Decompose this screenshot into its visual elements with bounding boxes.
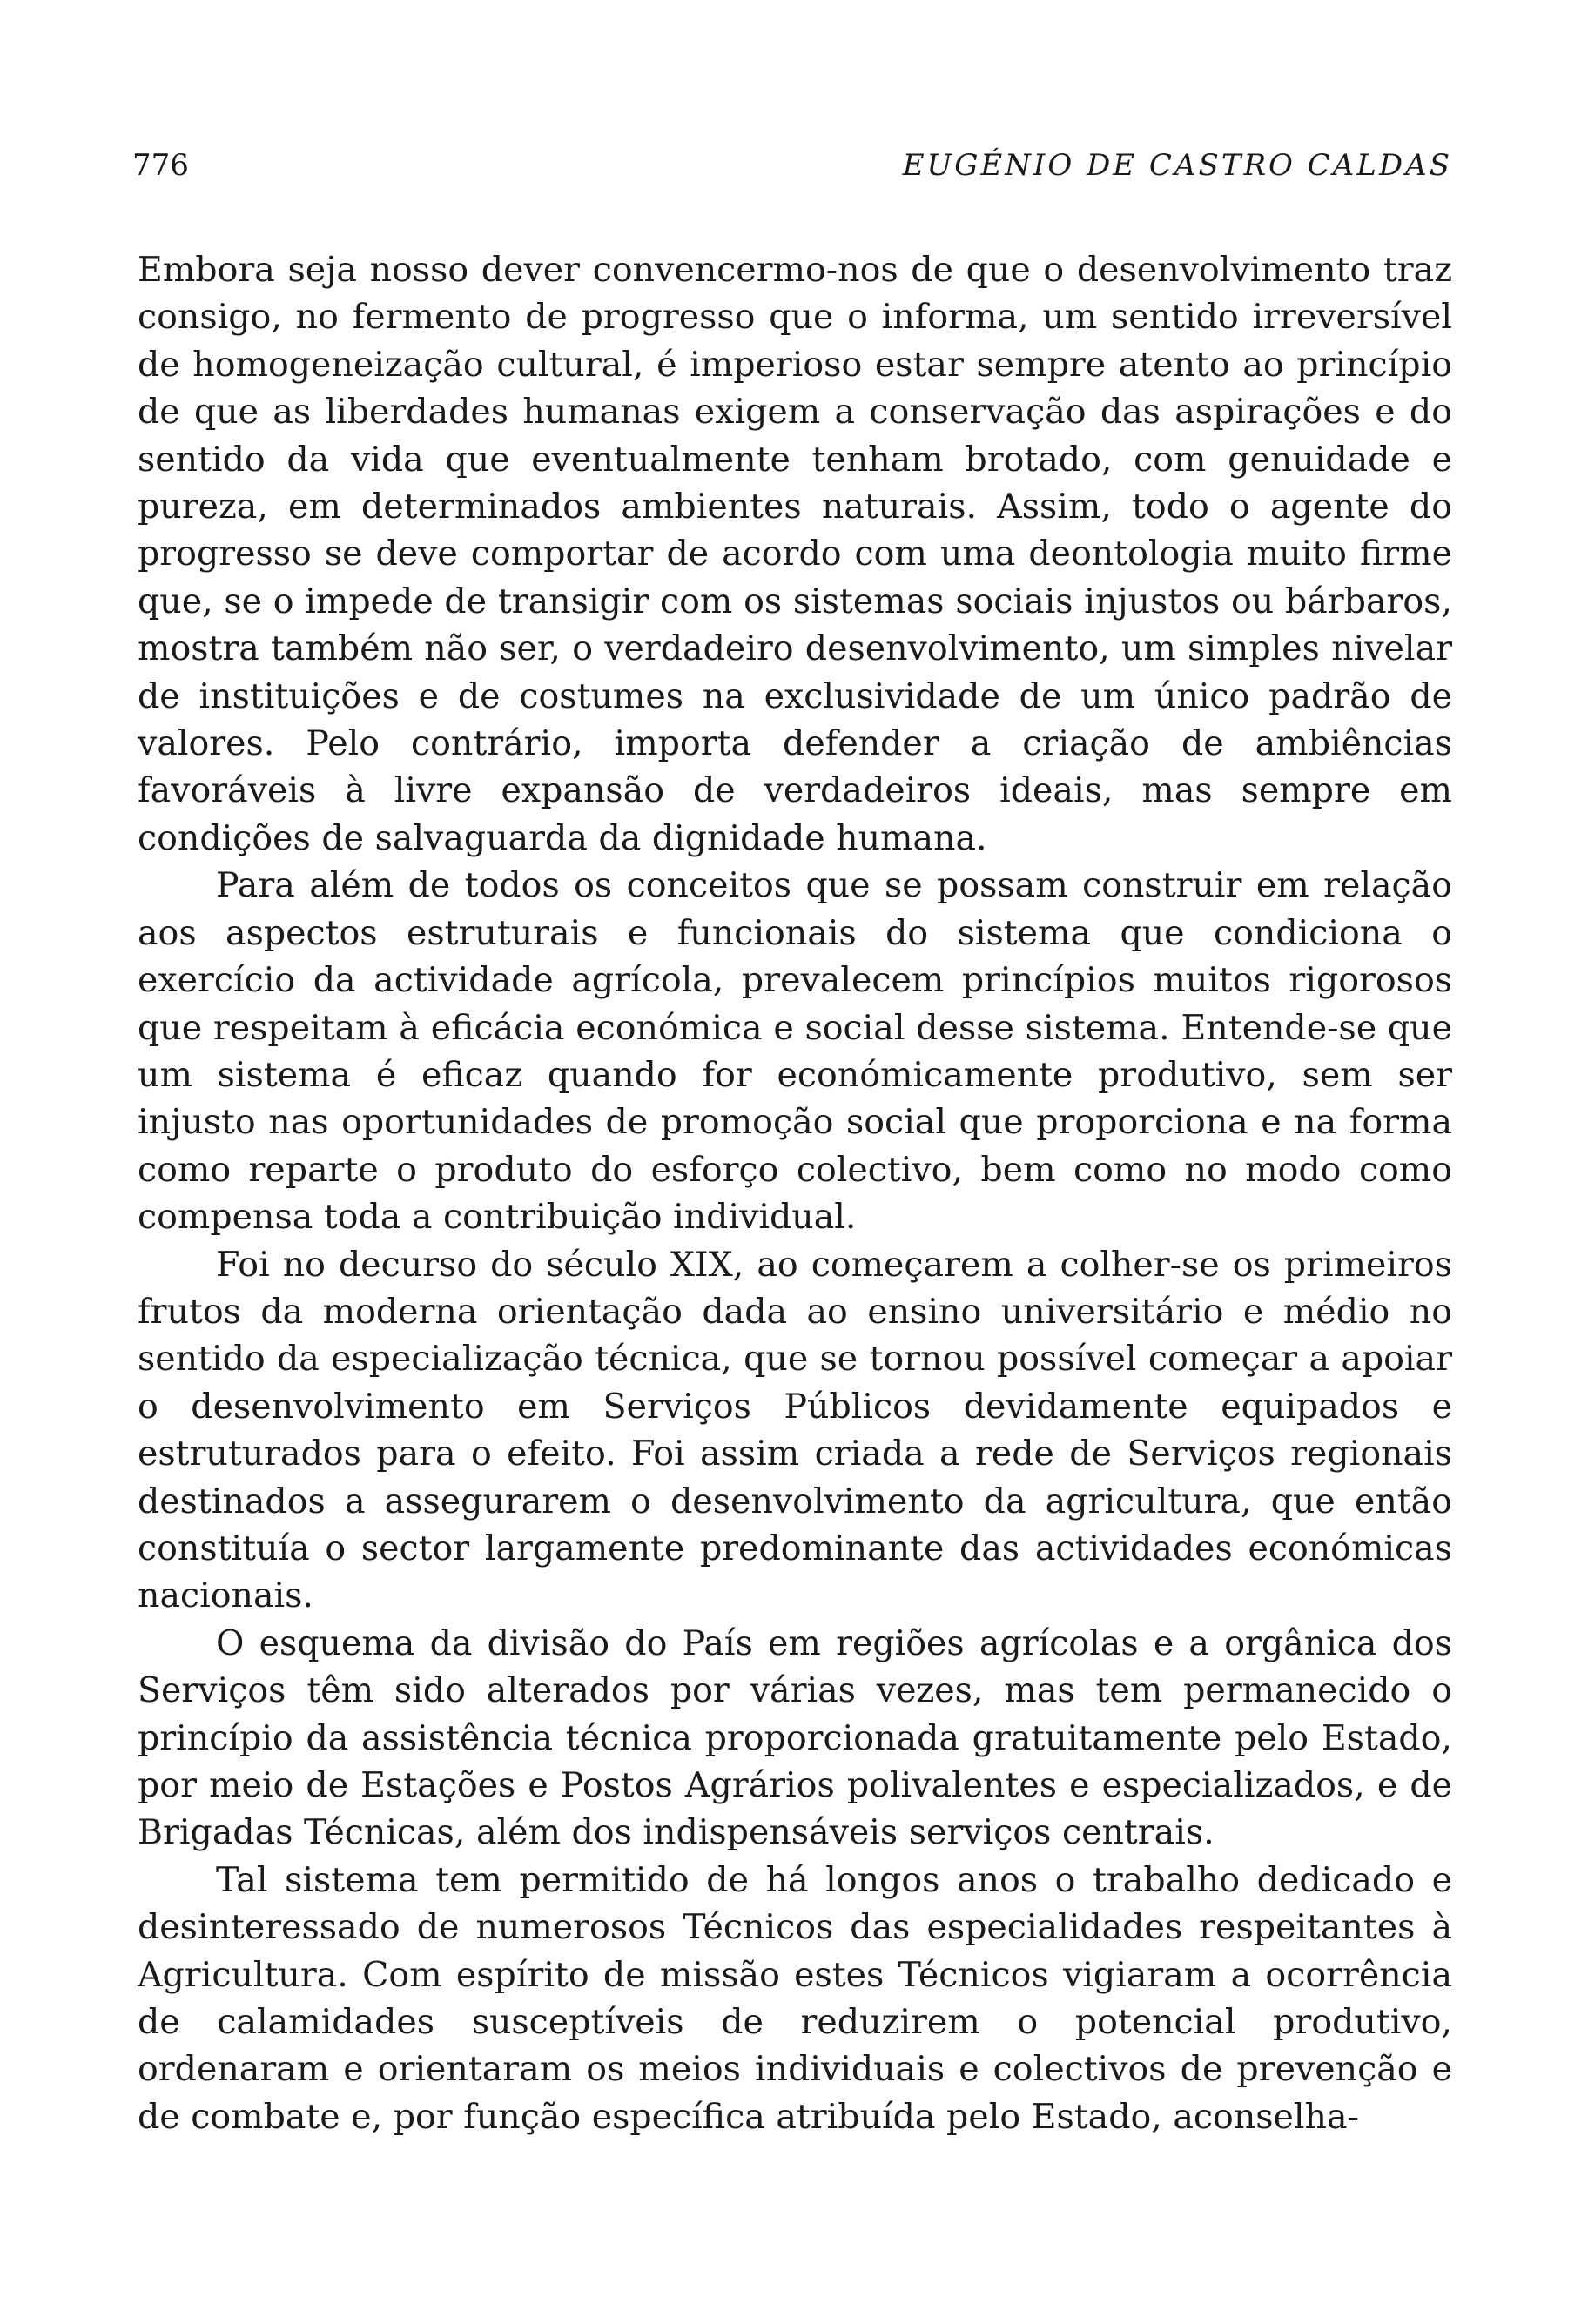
body-text [138, 246, 1452, 2140]
paragraph-4: O esquema da divisão do País em regiões agrícolas e a orgânica dos Serviços têm sido alterados por várias vezes, mas tem permanecido o princípio da assistência técnica proporcionada gratuitamente pelo Estado, por meio de Estações e Postos Agrários polivalentes e especializados, e de Brigadas Técnicas, além dos indispensáveis serviços centrais. [138, 1622, 1452, 1853]
paragraph-5: Tal sistema tem permitido de há longos anos o trabalho dedicado e desinteressado de numerosos Técnicos das especialidades respeitantes à Agricultura. Com espírito de missão estes Técnicos vigiaram a ocorrência de calamidades susceptíveis de reduzirem o potencial produtivo, ordenaram e orientaram os meios individuais e colectivos de prevenção e de combate e, por função específica atribuída pelo Estado, aconselha- [138, 1859, 1452, 2137]
running-head [132, 148, 1452, 191]
page-number: 776 [132, 148, 189, 183]
paragraph-1: Embora seja nosso dever convencermo-nos de que o desenvolvimento traz consigo, no fermento de progresso que o informa, um sentido irreversível de homogeneização cultural, é imperioso estar sempre atento ao princípio de que as liberdades humanas exigem a conservação das aspirações e do sentido da vida que eventualmente tenham brotado, com genuidade e pureza, em determinados ambientes naturais. Assim, todo o agente do progresso se deve comportar de acordo com uma deontologia muito firme que, se o impede de transigir com os sistemas sociais injustos ou bárbaros, mostra também não ser, o verdadeiro desenvolvimento, um simples nivelar de instituições e de costumes na exclusividade de um único padrão de valores. Pelo contrário, importa defender a criação de ambiências favoráveis à livre expansão de verdadeiros ideais, mas sempre em condições de salvaguarda da dignidade humana. [138, 250, 1452, 858]
paragraph-2: Para além de todos os conceitos que se possam construir em relação aos aspectos estruturais e funcionais do sistema que condiciona o exercício da actividade agrícola, prevalecem princípios muitos rigorosos que respeitam à eficácia económica e social desse sistema. Entende-se que um sistema é eficaz quando for económicamente produtivo, sem ser injusto nas oportunidades de promoção social que proporciona e na forma como reparte o produto do esforço colectivo, bem como no modo como compensa toda a contribuição individual. [138, 865, 1452, 1238]
running-title: EUGÉNIO DE CASTRO CALDAS [902, 148, 1452, 183]
paragraph-3: Foi no decurso do século XIX, ao começarem a colher-se os primeiros frutos da moderna orientação dada ao ensino universitário e médio no sentido da especialização técnica, que se tornou possível começar a apoiar o desenvolvimento em Serviços Públicos devidamente equipados e estruturados para o efeito. Foi assim criada a rede de Serviços regionais destinados a assegurarem o desenvolvimento da agricultura, que então constituía o sector largamente predominante das actividades económicas nacionais. [138, 1244, 1452, 1616]
